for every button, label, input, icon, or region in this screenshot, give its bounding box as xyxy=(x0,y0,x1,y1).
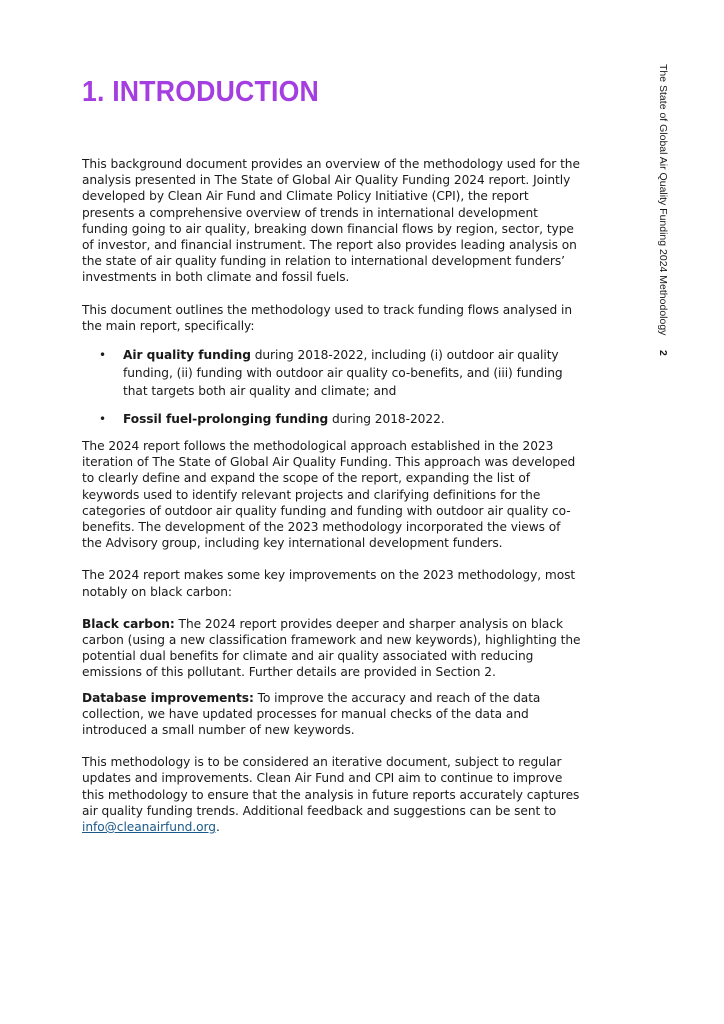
database-paragraph xyxy=(82,690,582,739)
database-text: To improve the accuracy and reach of the data collection, we have updated processes for manual checks of the data and introduced a small number of new keywords. xyxy=(82,690,541,738)
black-carbon-paragraph xyxy=(82,616,582,681)
main-content xyxy=(82,156,582,844)
improvements-paragraph: The 2024 report makes some key improvements on the 2023 methodology, most notably on black carbon: xyxy=(82,568,576,599)
funding-list xyxy=(82,346,582,428)
list-item xyxy=(82,410,582,428)
black-carbon-label: Black carbon: xyxy=(82,616,175,631)
intro-paragraph: This background document provides an overview of the methodology used for the analysis presented in The State of Global Air Quality Funding 2024 report. Jointly developed by Clean Air Fund and Climate Policy Initiative (CPI), the report presents a comprehensive overview of trends in international development funding going to air quality, breaking down financial flows by region, sector, type of investor, and financial instrument. The report also provides leading analysis on the state of air quality funding in relation to international development funders’ investments in both climate and fossil fuels. xyxy=(82,157,580,285)
email-link[interactable]: info@cleanairfund.org xyxy=(82,820,216,835)
running-title: The State of Global Air Quality Funding 2024 Methodology xyxy=(657,64,669,336)
list-item xyxy=(82,346,582,400)
bullet-icon: • xyxy=(99,348,107,363)
outline-paragraph: This document outlines the methodology used to track funding flows analysed in the main report, specifically: xyxy=(82,302,573,333)
list-item-bold: Fossil fuel-prolonging funding xyxy=(123,412,329,427)
closing-text: This methodology is to be considered an iterative document, subject to regular updates and improvements. Clean Air Fund and CPI aim to continue to improve this methodology to ensure that the analysis in future reports accurately captures air quality funding trends. Additional feedback and suggestions can be sent to xyxy=(82,755,580,818)
black-carbon-text: The 2024 report provides deeper and sharper analysis on black carbon (using a new classification framework and new keywords), highlighting the potential dual benefits for climate and air quality associated with reducing emissions of this pollutant. Further details are provided in Section 2. xyxy=(82,616,581,680)
approach-paragraph: The 2024 report follows the methodological approach established in the 2023 iteration of The State of Global Air Quality Funding. This approach was developed to clearly define and expand the scope of the report, expanding the list of keywords used to identify relevant projects and clarifying definitions for the categories of outdoor air quality funding and funding with outdoor air quality co-benefits. The development of the 2023 methodology incorporated the views of the Advisory group, including key international development funders. xyxy=(82,439,576,551)
closing-paragraph xyxy=(82,754,582,835)
running-header xyxy=(657,64,669,356)
list-item-bold: Air quality funding xyxy=(123,348,251,363)
closing-end: . xyxy=(215,820,220,835)
database-label: Database improvements: xyxy=(82,690,254,705)
bullet-icon: • xyxy=(99,412,107,427)
list-item-text: during 2018-2022. xyxy=(328,412,445,427)
list-item-text: during 2018-2022, including (i) outdoor air quality funding, (ii) funding with outdoor air quality co-benefits, and (iii) funding that targets both air quality and climate; and xyxy=(123,348,563,399)
page-number: 2 xyxy=(657,350,669,357)
page-title: 1. INTRODUCTION xyxy=(82,76,319,108)
